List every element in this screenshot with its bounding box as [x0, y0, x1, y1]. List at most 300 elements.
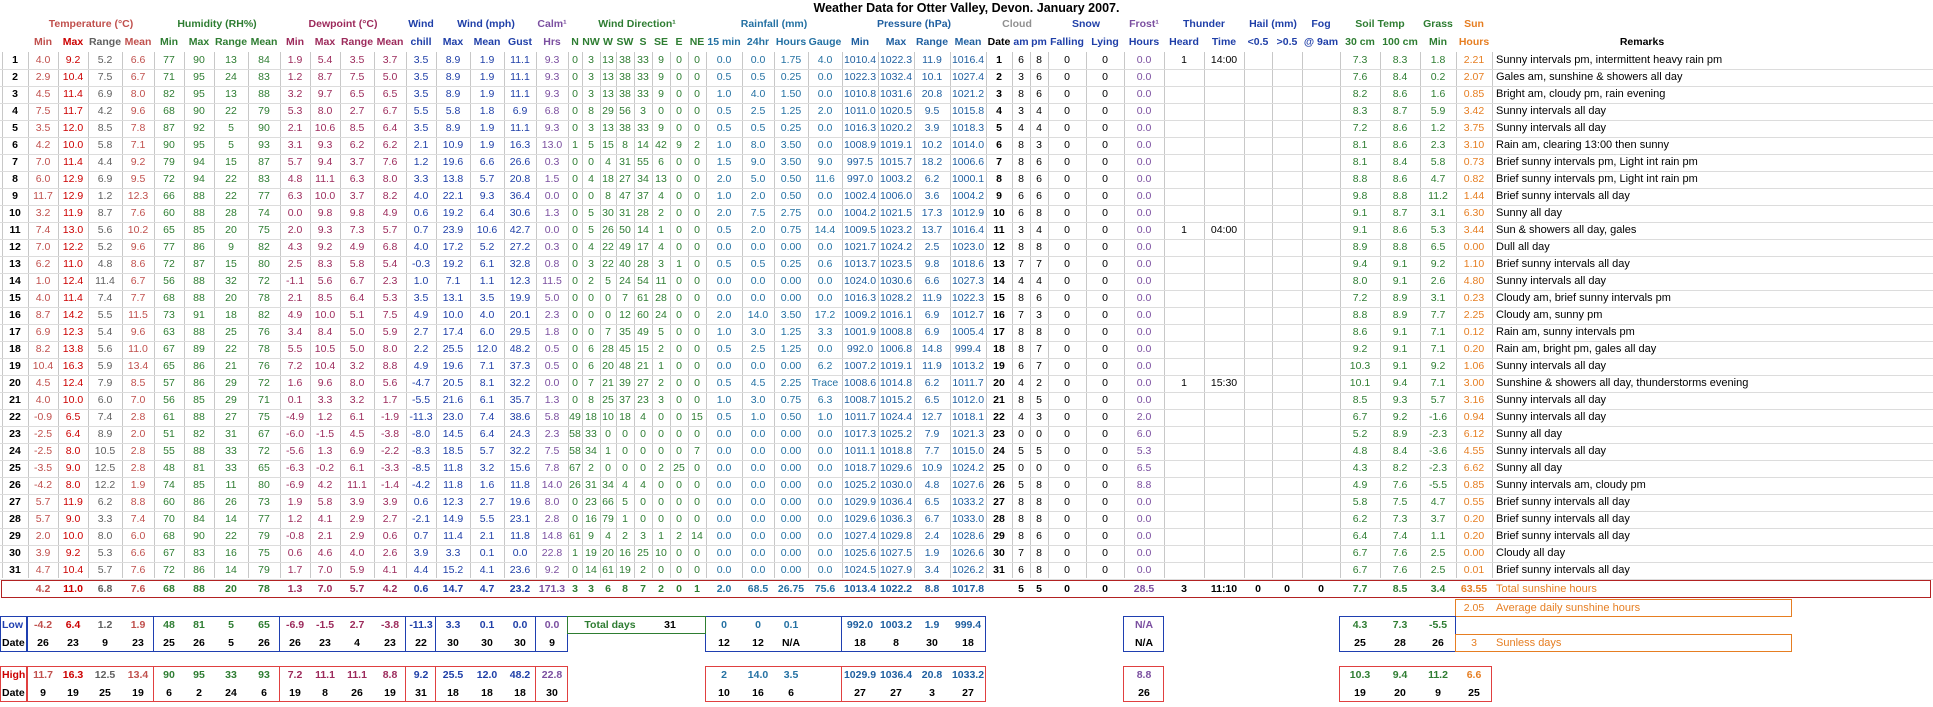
data-cell: 7.1	[445, 275, 461, 287]
data-cell: 0.5	[716, 343, 732, 355]
data-cell: 4.5	[750, 377, 766, 389]
data-cell: 4.2	[317, 479, 333, 491]
data-cell: 9.2	[1392, 411, 1408, 423]
summary-cell: 23.2	[509, 583, 531, 595]
data-cell: 1018.1	[951, 411, 985, 423]
data-cell: 3.1	[1430, 292, 1446, 304]
data-cell: 31	[619, 156, 631, 168]
data-cell: 1025.2	[843, 479, 877, 491]
data-cell: 93	[258, 139, 270, 151]
data-cell: 1019.1	[879, 360, 913, 372]
data-cell: 4.1	[317, 513, 333, 525]
data-cell: 0	[640, 445, 646, 457]
data-cell: 8.4	[317, 326, 333, 338]
group-header-cloud: Cloud	[1002, 18, 1032, 30]
data-cell: -1.6	[1428, 411, 1448, 423]
data-cell: 4.0	[413, 190, 429, 202]
data-cell: 2	[622, 530, 628, 542]
data-cell	[1164, 171, 1204, 188]
data-cell: 86	[193, 360, 205, 372]
table-row	[0, 511, 1933, 529]
low-value: 0.0	[512, 619, 528, 631]
data-cell: 4.6	[317, 547, 333, 559]
data-cell: 4.55	[1463, 445, 1485, 457]
data-cell: 84	[258, 54, 270, 66]
data-cell: 7.5	[349, 71, 365, 83]
data-cell: 0	[1064, 547, 1070, 559]
data-cell: 8	[1018, 513, 1024, 525]
data-cell: 1.9	[479, 139, 495, 151]
data-cell: 0	[572, 394, 578, 406]
data-cell: 1015.7	[879, 156, 913, 168]
total-days-value: 31	[664, 619, 676, 631]
data-cell	[1164, 86, 1204, 103]
data-cell	[1204, 137, 1244, 154]
summary-cell: 75.6	[814, 583, 836, 595]
data-cell: 2.8	[544, 513, 560, 525]
data-cell: 12.4	[62, 275, 84, 287]
data-cell	[1302, 375, 1340, 392]
low-date: N/A	[1134, 637, 1154, 649]
group-header-calm: Calm¹	[537, 18, 567, 30]
data-cell: 5.5	[479, 513, 495, 525]
data-cell	[1244, 341, 1272, 358]
data-cell: 0	[658, 445, 664, 457]
data-cell: 6.1	[479, 258, 495, 270]
data-cell	[1164, 324, 1204, 341]
data-cell: 1029.9	[843, 496, 877, 508]
data-cell: 9.6	[317, 377, 333, 389]
data-cell: 1.7	[287, 564, 303, 576]
table-row	[0, 290, 1933, 308]
data-cell: 5.8	[97, 139, 113, 151]
data-cell: 4.0	[817, 54, 833, 66]
remark-cell: Sun & showers all day, gales	[1496, 224, 1637, 236]
data-cell: 23	[585, 496, 597, 508]
high-value: 25.5	[442, 669, 464, 681]
data-cell	[1244, 69, 1272, 86]
high-value: 48.2	[509, 669, 531, 681]
data-cell	[1164, 562, 1204, 579]
data-cell: 67	[163, 547, 175, 559]
data-cell: 0	[694, 343, 700, 355]
data-cell: 84	[193, 513, 205, 525]
sunless-value: 3	[1471, 637, 1477, 649]
data-cell: 0	[676, 224, 682, 236]
data-cell: 6.2	[924, 377, 940, 389]
data-cell: 9.1	[1392, 360, 1408, 372]
data-cell: 7.5	[35, 105, 51, 117]
data-cell: 40	[619, 258, 631, 270]
data-cell: 20	[9, 377, 21, 389]
data-cell: 88	[193, 275, 205, 287]
data-cell: 8.6	[1392, 139, 1408, 151]
sub-header: Falling	[1050, 36, 1084, 48]
data-cell: 24.3	[509, 428, 531, 440]
data-cell: 0.0	[716, 241, 732, 253]
data-cell: 0.00	[780, 496, 802, 508]
sub-header: NE	[689, 36, 705, 48]
data-cell: 8	[1036, 513, 1042, 525]
data-cell: 8	[1036, 564, 1042, 576]
table-row	[0, 205, 1933, 223]
high-date: 6	[261, 687, 267, 699]
data-cell: 1.8	[544, 326, 560, 338]
data-cell: 9	[676, 139, 682, 151]
remark-cell: Brief sunny intervals pm, Light int rain pm	[1496, 173, 1698, 185]
data-cell: 1.2	[1430, 122, 1446, 134]
data-cell: 5.1	[349, 309, 365, 321]
data-cell: 8	[1018, 173, 1024, 185]
data-cell: 6.9	[35, 326, 51, 338]
group-header-windchill: Wind	[408, 18, 434, 30]
summary-cell	[2, 581, 28, 598]
data-cell: 73	[163, 309, 175, 321]
data-cell: 5	[622, 496, 628, 508]
data-cell: 0	[694, 207, 700, 219]
low-value: -4.2	[33, 619, 53, 631]
sub-header: @ 9am	[1303, 36, 1339, 48]
data-cell: 10.2	[921, 139, 943, 151]
data-cell: 9.1	[1352, 207, 1368, 219]
data-cell: 0	[1064, 394, 1070, 406]
data-cell: 4	[640, 479, 646, 491]
table-row	[0, 239, 1933, 257]
data-cell	[1244, 409, 1272, 426]
data-cell: 0	[676, 360, 682, 372]
data-cell: 2	[658, 343, 664, 355]
data-cell: 0.0	[817, 530, 833, 542]
data-cell: 2.5	[750, 105, 766, 117]
high-date: 9	[40, 687, 46, 699]
data-cell: 0	[1102, 479, 1108, 491]
data-cell: 0	[1064, 105, 1070, 117]
data-cell: 1030.0	[879, 479, 913, 491]
data-cell	[1244, 188, 1272, 205]
data-cell	[1272, 120, 1302, 137]
data-cell	[1302, 426, 1340, 443]
data-cell: 1	[622, 513, 628, 525]
data-cell: 5.0	[544, 292, 560, 304]
data-cell	[1204, 528, 1244, 545]
remark-cell: Gales am, sunshine & showers all day	[1496, 71, 1683, 83]
low-date: 23	[132, 637, 144, 649]
data-cell: 77	[163, 241, 175, 253]
data-cell	[1164, 154, 1204, 171]
data-cell: 1.8	[1430, 54, 1446, 66]
data-cell: 9	[12, 190, 18, 202]
data-cell: 0	[588, 309, 594, 321]
data-cell: 20.1	[509, 309, 531, 321]
data-cell: 0	[572, 343, 578, 355]
data-cell: 0.5	[544, 360, 560, 372]
high-date: 9	[1435, 687, 1441, 699]
data-cell	[1204, 494, 1244, 511]
data-cell: 1.6	[287, 377, 303, 389]
data-cell: 9.0	[817, 156, 833, 168]
data-cell: 3	[658, 394, 664, 406]
data-cell: 25.5	[442, 343, 464, 355]
data-cell: 9.6	[130, 241, 146, 253]
data-cell	[1244, 443, 1272, 460]
data-cell	[1272, 545, 1302, 562]
data-cell: 1	[658, 530, 664, 542]
data-cell: 0	[622, 445, 628, 457]
data-cell: 0.5	[716, 411, 732, 423]
data-cell: 1011.0	[844, 105, 876, 117]
high-value: 90	[163, 669, 175, 681]
data-cell: 0.00	[780, 547, 802, 559]
data-cell: 0	[1102, 445, 1108, 457]
group-header-temperature: Temperature (°C)	[48, 18, 134, 30]
low-value: 0.1	[479, 619, 495, 631]
data-cell: 0	[676, 241, 682, 253]
data-cell: -1.5	[315, 428, 335, 440]
data-cell: 9.0	[65, 462, 81, 474]
data-cell: 27	[993, 496, 1005, 508]
data-cell: 17	[9, 326, 21, 338]
data-cell: 6.4	[65, 428, 81, 440]
data-cell: 0.5	[716, 377, 732, 389]
data-cell: 6.2	[97, 496, 113, 508]
data-cell: 14	[637, 139, 649, 151]
data-cell: 2.6	[1430, 275, 1446, 287]
summary-cell: 2.0	[716, 583, 732, 595]
data-cell: 0.6	[817, 258, 833, 270]
data-cell: 33	[225, 462, 237, 474]
data-cell: 1016.4	[951, 54, 985, 66]
data-cell: 0.5	[750, 71, 766, 83]
data-cell: 35.7	[509, 394, 531, 406]
table-row	[0, 52, 1933, 70]
low-date: 26	[37, 637, 49, 649]
data-cell	[1244, 477, 1272, 494]
data-cell: 3.3	[445, 547, 461, 559]
low-date: 25	[1354, 637, 1366, 649]
data-cell: 0	[1064, 54, 1070, 66]
data-cell	[1244, 511, 1272, 528]
data-cell: 1002.4	[843, 190, 877, 202]
data-cell: 3.10	[1463, 139, 1485, 151]
data-cell: 15	[602, 139, 614, 151]
data-cell: -0.3	[411, 258, 431, 270]
data-cell: 1	[996, 54, 1002, 66]
low-date: 5	[228, 637, 234, 649]
data-cell: 7.1	[1430, 343, 1446, 355]
data-cell: 6.1	[479, 394, 495, 406]
data-cell: 5.6	[97, 224, 113, 236]
low-date: 25	[163, 637, 175, 649]
data-cell: 7.3	[1392, 513, 1408, 525]
data-cell: 33	[637, 71, 649, 83]
data-cell: 0	[588, 326, 594, 338]
data-cell: 0	[1064, 71, 1070, 83]
data-cell: 11.9	[922, 292, 942, 304]
data-cell: 8.7	[1392, 207, 1408, 219]
data-cell: 4	[1018, 377, 1024, 389]
data-cell: 7.0	[35, 241, 51, 253]
data-cell: 34	[602, 479, 614, 491]
data-cell: 9.8	[1352, 190, 1368, 202]
data-cell: 0	[622, 428, 628, 440]
data-cell: 7.2	[287, 360, 303, 372]
data-cell: 33	[585, 428, 597, 440]
data-cell	[1302, 511, 1340, 528]
data-cell	[1272, 171, 1302, 188]
data-cell: 0	[1102, 530, 1108, 542]
data-cell: 2.25	[780, 377, 802, 389]
data-cell	[1164, 307, 1204, 324]
data-cell: 24	[619, 275, 631, 287]
data-cell: 13	[655, 173, 667, 185]
table-row	[0, 120, 1933, 138]
data-cell: 9	[996, 190, 1002, 202]
data-cell: 25	[993, 462, 1005, 474]
data-cell: 10.1	[1349, 377, 1371, 389]
data-cell: 0.0	[1136, 360, 1152, 372]
data-cell: 19.2	[442, 258, 464, 270]
data-cell: 28	[637, 207, 649, 219]
data-cell: 71	[258, 394, 270, 406]
data-cell: 80	[258, 479, 270, 491]
data-cell: 7.5	[97, 71, 113, 83]
data-cell: 5.3	[97, 547, 113, 559]
data-cell: 11.8	[443, 479, 463, 491]
table-row	[0, 86, 1933, 104]
data-cell: 6.3	[817, 394, 833, 406]
data-cell: 10.3	[1349, 360, 1371, 372]
data-cell: 6.9	[97, 88, 113, 100]
low-date: 30	[514, 637, 526, 649]
data-cell: 5.9	[97, 360, 113, 372]
data-cell: 19.6	[442, 156, 464, 168]
data-cell: 1.1	[479, 275, 495, 287]
data-cell: 1	[572, 139, 578, 151]
data-cell: 7.9	[924, 428, 940, 440]
data-cell: 0	[572, 309, 578, 321]
data-cell	[1204, 120, 1244, 137]
data-cell: 0	[588, 292, 594, 304]
data-cell: 10.4	[32, 360, 54, 372]
sub-header: Lying	[1091, 36, 1119, 48]
data-cell: -4.2	[33, 479, 53, 491]
group-header-snow: Snow	[1072, 18, 1100, 30]
data-cell: 1033.0	[951, 513, 985, 525]
data-cell: 992.0	[846, 343, 874, 355]
remark-cell: Brief sunny intervals pm, Light int rain pm	[1496, 156, 1698, 168]
data-cell: 2.4	[924, 530, 940, 542]
data-cell: 3.7	[349, 190, 365, 202]
data-cell: 5.6	[382, 377, 398, 389]
data-cell: 9.8	[349, 207, 365, 219]
data-cell: 3.1	[287, 139, 303, 151]
data-cell: 5.3	[382, 292, 398, 304]
data-cell: 11.1	[510, 88, 530, 100]
data-cell: 24	[225, 71, 237, 83]
data-cell: 0	[676, 547, 682, 559]
data-cell: 13	[225, 54, 237, 66]
data-cell: 0	[1102, 88, 1108, 100]
data-cell: 4.80	[1463, 275, 1485, 287]
data-cell: 85	[193, 479, 205, 491]
data-cell	[1244, 307, 1272, 324]
data-cell: 7.8	[130, 122, 146, 134]
data-cell: 1005.4	[951, 326, 985, 338]
data-cell: 8.0	[130, 88, 146, 100]
summary-cell: 7.0	[317, 583, 333, 595]
data-cell: 0	[1064, 496, 1070, 508]
data-cell: 72	[163, 564, 175, 576]
data-cell: -2.3	[1428, 428, 1448, 440]
data-cell: 0	[1102, 207, 1108, 219]
data-cell: 12.3	[127, 190, 149, 202]
data-cell: 4.0	[35, 292, 51, 304]
data-cell: 0	[1102, 394, 1108, 406]
data-cell: 11.4	[443, 530, 463, 542]
data-cell: 0	[676, 411, 682, 423]
data-cell: 1	[1181, 54, 1187, 66]
data-cell: 22	[225, 190, 237, 202]
data-cell: 66	[602, 496, 614, 508]
data-cell: 0	[1102, 156, 1108, 168]
data-cell: 0	[694, 309, 700, 321]
data-cell: 1013.7	[843, 258, 877, 270]
data-cell: 5	[588, 139, 594, 151]
data-cell: 6.3	[287, 190, 303, 202]
summary-cell: 4.2	[382, 583, 398, 595]
high-value: 3.5	[783, 669, 799, 681]
data-cell: 18	[602, 173, 614, 185]
sub-header: 100 cm	[1382, 36, 1418, 48]
data-cell	[1272, 460, 1302, 477]
data-cell: 1025.2	[879, 428, 913, 440]
data-cell: 1.5	[716, 156, 732, 168]
avg-sun-label: Average daily sunshine hours	[1496, 602, 1641, 614]
data-cell: 0	[676, 122, 682, 134]
data-cell: 78	[258, 292, 270, 304]
data-cell: 8.0	[65, 445, 81, 457]
data-cell: 9.5	[130, 173, 146, 185]
summary-cell: 3	[572, 583, 578, 595]
data-cell: 8.0	[750, 139, 766, 151]
data-cell	[1302, 154, 1340, 171]
data-cell: 58	[569, 445, 581, 457]
data-cell	[1244, 205, 1272, 222]
data-cell: 9.3	[317, 139, 333, 151]
data-cell: 11.1	[510, 71, 530, 83]
sub-header: Hours	[1128, 36, 1160, 48]
data-cell	[1272, 205, 1302, 222]
data-cell: 60	[163, 207, 175, 219]
data-cell: 14	[9, 275, 21, 287]
data-cell: 4.2	[97, 105, 113, 117]
data-cell: -3.5	[33, 462, 53, 474]
data-cell: 4	[605, 530, 611, 542]
data-cell: 5.5	[97, 309, 113, 321]
data-cell	[1302, 477, 1340, 494]
summary-cell: 0.6	[413, 583, 429, 595]
high-value: 95	[193, 669, 205, 681]
data-cell: 12.0	[476, 343, 498, 355]
data-cell: 7.1	[130, 139, 146, 151]
data-cell: 26	[602, 224, 614, 236]
data-cell: 7.4	[479, 411, 495, 423]
data-cell: 86	[193, 496, 205, 508]
data-cell: 2.2	[413, 343, 429, 355]
data-cell: 8.1	[1352, 156, 1368, 168]
data-cell: 8.0	[349, 377, 365, 389]
data-cell: 9	[658, 122, 664, 134]
